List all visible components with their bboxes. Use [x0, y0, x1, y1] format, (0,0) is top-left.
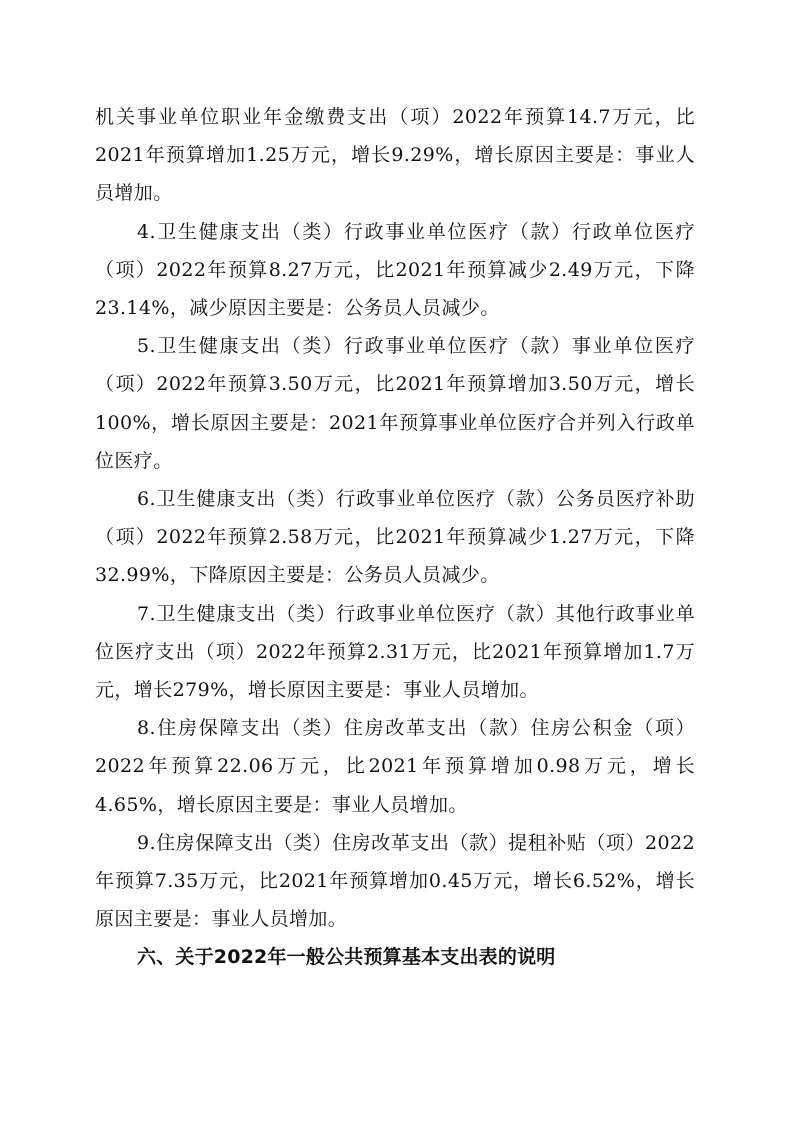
paragraph-item-7: 7.卫生健康支出（类）行政事业单位医疗（款）其他行政事业单位医疗支出（项）2022年预算2.31万元，比2021年预算增加1.7万元，增长279%，增长原因主要是：事业人员增加。 — [95, 602, 695, 702]
paragraph-item-5: 5.卫生健康支出（类）行政事业单位医疗（款）事业单位医疗（项）2022年预算3.50万元，比2021年预算增加3.50万元，增长100%，增长原因主要是：2021年预算事业单位医疗合并列入行政单位医疗。 — [95, 335, 695, 472]
section-heading: 六、关于2022年一般公共预算基本支出表的说明 — [137, 946, 556, 969]
paragraph-item-9: 9.住房保障支出（类）住房改革支出（款）提租补贴（项）2022年预算7.35万元，比2021年预算增加0.45万元，增长6.52%，增长原因主要是：事业人员增加。 — [95, 831, 695, 931]
paragraph-occupational-annuity: 机关事业单位职业年金缴费支出（项）2022年预算14.7万元，比2021年预算增加1.25万元，增长9.29%，增长原因主要是：事业人员增加。 — [95, 106, 695, 205]
paragraph-item-6: 6.卫生健康支出（类）行政事业单位医疗（款）公务员医疗补助（项）2022年预算2.58万元，比2021年预算减少1.27万元，下降32.99%，下降原因主要是：公务员人员减少。 — [95, 488, 695, 587]
paragraph-item-8: 8.住房保障支出（类）住房改革支出（款）住房公积金（项）2022年预算22.06万元，比2021年预算增加0.98万元，增长4.65%，增长原因主要是：事业人员增加。 — [95, 717, 695, 816]
paragraph-item-4: 4.卫生健康支出（类）行政事业单位医疗（款）行政单位医疗（项）2022年预算8.27万元，比2021年预算减少2.49万元，下降23.14%，减少原因主要是：公务员人员减少。 — [95, 220, 695, 320]
document-body — [95, 98, 695, 977]
